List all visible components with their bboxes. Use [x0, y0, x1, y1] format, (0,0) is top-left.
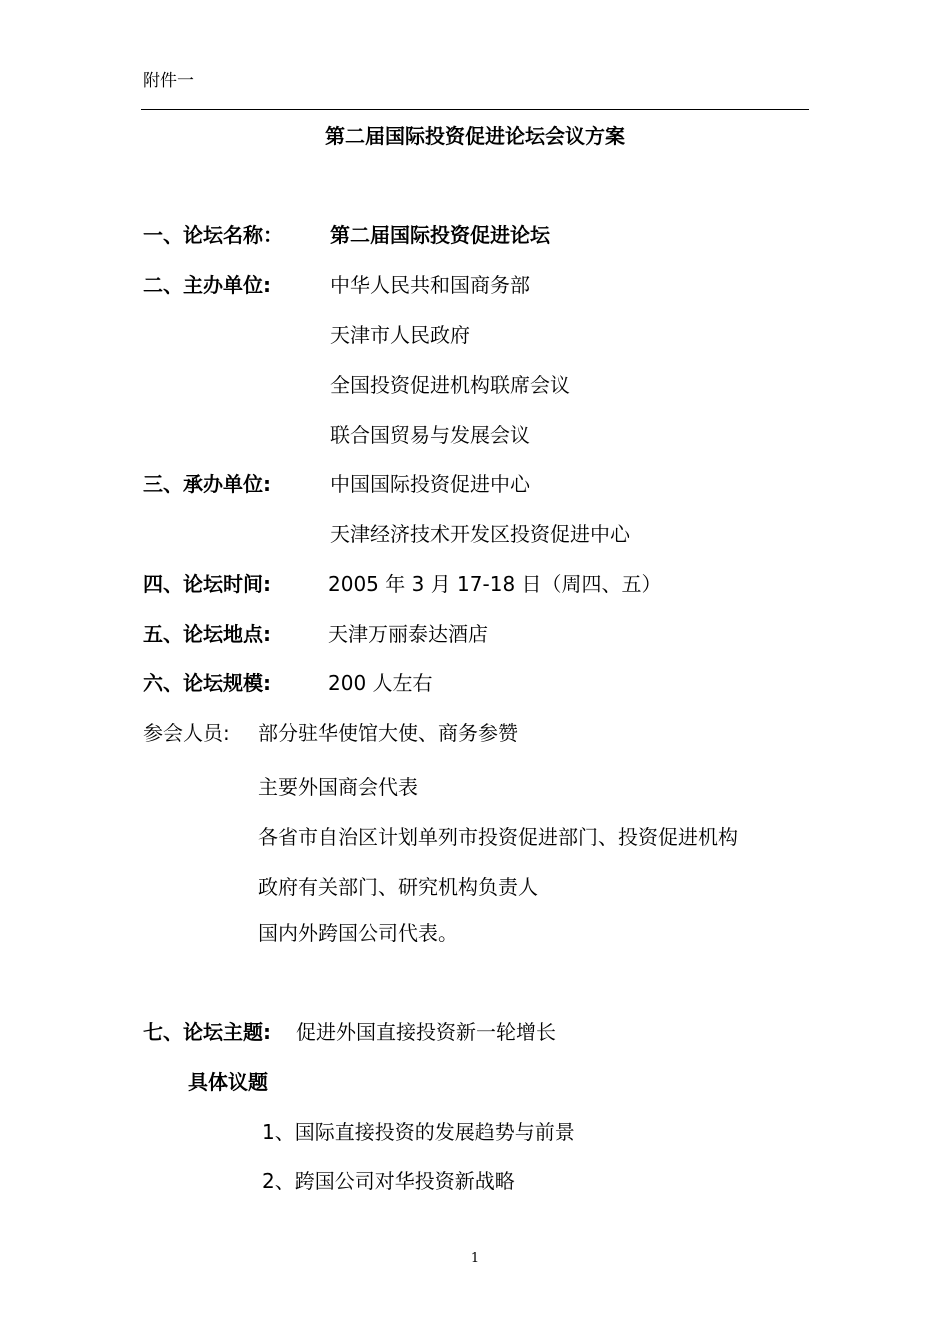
page-number: 1: [470, 1251, 480, 1266]
host-value: 全国投资促进机构联席会议: [330, 373, 570, 397]
forum-name-value: 第二届国际投资促进论坛: [330, 223, 550, 247]
topic-item: 2、跨国公司对华投资新战略: [262, 1169, 515, 1193]
venue-label: 五、论坛地点:: [143, 622, 271, 646]
host-label: 二、主办单位:: [143, 273, 271, 297]
theme-value: 促进外国直接投资新一轮增长: [296, 1020, 556, 1044]
organizer-value: 天津经济技术开发区投资促进中心: [330, 522, 630, 546]
venue-value: 天津万丽泰达酒店: [328, 622, 488, 646]
topics-heading: 具体议题: [188, 1070, 268, 1094]
forum-name-label: 一、论坛名称：: [143, 223, 283, 247]
participant-item: 部分驻华使馆大使、商务参赞: [258, 721, 518, 745]
document-title: 第二届国际投资促进论坛会议方案: [325, 124, 625, 148]
organizer-value: 中国国际投资促进中心: [330, 472, 530, 496]
topic-item: 1、国际直接投资的发展趋势与前景: [262, 1120, 575, 1144]
attachment-label: 附件一: [143, 71, 194, 91]
theme-label: 七、论坛主题:: [143, 1020, 271, 1044]
participant-item: 国内外跨国公司代表。: [258, 921, 458, 945]
time-label: 四、论坛时间:: [143, 572, 271, 596]
participant-item: 政府有关部门、研究机构负责人: [258, 875, 538, 899]
participants-label: 参会人员:: [143, 721, 230, 745]
scale-value: 200 人左右: [328, 671, 433, 695]
participant-item: 各省市自治区计划单列市投资促进部门、投资促进机构: [258, 825, 738, 849]
scale-label: 六、论坛规模:: [143, 671, 271, 695]
organizer-label: 三、承办单位:: [143, 472, 271, 496]
time-value: 2005 年 3 月 17-18 日（周四、五）: [328, 572, 662, 596]
host-value: 天津市人民政府: [330, 323, 470, 347]
host-value: 中华人民共和国商务部: [330, 273, 530, 297]
host-value: 联合国贸易与发展会议: [330, 423, 530, 447]
participant-item: 主要外国商会代表: [258, 775, 418, 799]
header-rule: [141, 109, 809, 110]
